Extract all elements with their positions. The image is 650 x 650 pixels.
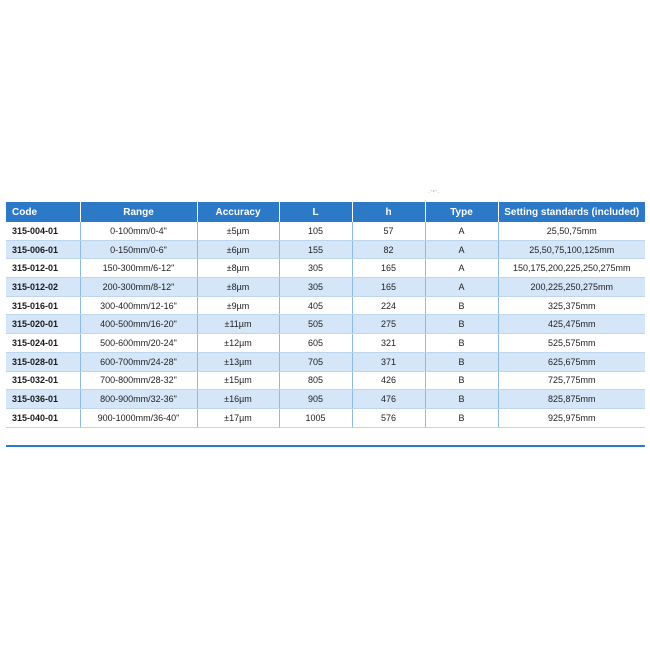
cell-type: A [425, 240, 498, 259]
cell-code: 315-024-01 [6, 334, 80, 353]
cell-setting-standards: 25,50,75,100,125mm [498, 240, 645, 259]
cell-code: 315-006-01 [6, 240, 80, 259]
cell-code: 315-012-02 [6, 278, 80, 297]
cell-range: 200-300mm/8-12" [80, 278, 197, 297]
table-row [6, 222, 645, 240]
cell-range: 900-1000mm/36-40" [80, 408, 197, 427]
cell-accuracy: ±8µm [197, 278, 279, 297]
cell-l: 605 [279, 334, 352, 353]
cell-h: 476 [352, 390, 425, 409]
cell-l: 405 [279, 296, 352, 315]
cell-range: 700-800mm/28-32" [80, 371, 197, 390]
cell-h: 321 [352, 334, 425, 353]
cell-accuracy: ±15µm [197, 371, 279, 390]
cell-code: 315-028-01 [6, 352, 80, 371]
cell-accuracy: ±6µm [197, 240, 279, 259]
cell-h: 224 [352, 296, 425, 315]
cell-l: 805 [279, 371, 352, 390]
cell-l: 905 [279, 390, 352, 409]
cell-setting-standards: 825,875mm [498, 390, 645, 409]
cell-h: 371 [352, 352, 425, 371]
cell-h: 165 [352, 259, 425, 278]
cell-type: B [425, 371, 498, 390]
cell-h: 165 [352, 278, 425, 297]
cell-h: 57 [352, 222, 425, 240]
table-row [6, 240, 645, 259]
cell-setting-standards: 425,475mm [498, 315, 645, 334]
cell-range: 0-150mm/0-6" [80, 240, 197, 259]
cell-code: 315-004-01 [6, 222, 80, 240]
cell-accuracy: ±5µm [197, 222, 279, 240]
cell-code: 315-020-01 [6, 315, 80, 334]
cell-type: B [425, 315, 498, 334]
cell-accuracy: ±13µm [197, 352, 279, 371]
table-row [6, 259, 645, 278]
table-header-row [6, 202, 645, 222]
table-row [6, 334, 645, 353]
cell-h: 426 [352, 371, 425, 390]
cell-type: A [425, 222, 498, 240]
cell-accuracy: ±12µm [197, 334, 279, 353]
cell-l: 105 [279, 222, 352, 240]
cell-accuracy: ±17µm [197, 408, 279, 427]
cell-h: 275 [352, 315, 425, 334]
cell-type: A [425, 278, 498, 297]
cell-accuracy: ±16µm [197, 390, 279, 409]
cell-h: 82 [352, 240, 425, 259]
cell-h: 576 [352, 408, 425, 427]
cell-code: 315-040-01 [6, 408, 80, 427]
specification-table [6, 202, 645, 428]
cell-setting-standards: 625,675mm [498, 352, 645, 371]
column-header-type: Type [425, 202, 498, 222]
table-row [6, 315, 645, 334]
cell-range: 400-500mm/16-20" [80, 315, 197, 334]
table-row [6, 352, 645, 371]
column-header-code: Code [6, 202, 80, 222]
cell-type: A [425, 259, 498, 278]
cell-type: B [425, 334, 498, 353]
cell-accuracy: ±9µm [197, 296, 279, 315]
cell-l: 505 [279, 315, 352, 334]
cell-setting-standards: 25,50,75mm [498, 222, 645, 240]
table-row [6, 390, 645, 409]
cell-l: 705 [279, 352, 352, 371]
cell-l: 305 [279, 278, 352, 297]
cell-l: 1005 [279, 408, 352, 427]
cell-range: 300-400mm/12-16" [80, 296, 197, 315]
table-row [6, 296, 645, 315]
cell-setting-standards: 200,225,250,275mm [498, 278, 645, 297]
cell-setting-standards: 150,175,200,225,250,275mm [498, 259, 645, 278]
cell-type: B [425, 390, 498, 409]
cell-type: B [425, 296, 498, 315]
cell-range: 150-300mm/6-12" [80, 259, 197, 278]
column-header-range: Range [80, 202, 197, 222]
cell-accuracy: ±8µm [197, 259, 279, 278]
cell-accuracy: ±11µm [197, 315, 279, 334]
cell-range: 800-900mm/32-36" [80, 390, 197, 409]
cell-setting-standards: 925,975mm [498, 408, 645, 427]
table-row [6, 371, 645, 390]
cell-code: 315-036-01 [6, 390, 80, 409]
cell-type: B [425, 408, 498, 427]
column-header-l: L [279, 202, 352, 222]
cell-range: 500-600mm/20-24" [80, 334, 197, 353]
cell-range: 0-100mm/0-4" [80, 222, 197, 240]
cell-l: 155 [279, 240, 352, 259]
cell-range: 600-700mm/24-28" [80, 352, 197, 371]
bottom-divider [6, 445, 645, 447]
cell-type: B [425, 352, 498, 371]
cell-l: 305 [279, 259, 352, 278]
column-header-h: h [352, 202, 425, 222]
table-row [6, 278, 645, 297]
cell-setting-standards: 525,575mm [498, 334, 645, 353]
cell-code: 315-012-01 [6, 259, 80, 278]
table-row [6, 408, 645, 427]
stray-mark: ·'°'· [428, 190, 441, 196]
cell-code: 315-016-01 [6, 296, 80, 315]
column-header-accuracy: Accuracy [197, 202, 279, 222]
column-header-setting-standards: Setting standards (included) [498, 202, 645, 222]
cell-setting-standards: 725,775mm [498, 371, 645, 390]
cell-setting-standards: 325,375mm [498, 296, 645, 315]
cell-code: 315-032-01 [6, 371, 80, 390]
